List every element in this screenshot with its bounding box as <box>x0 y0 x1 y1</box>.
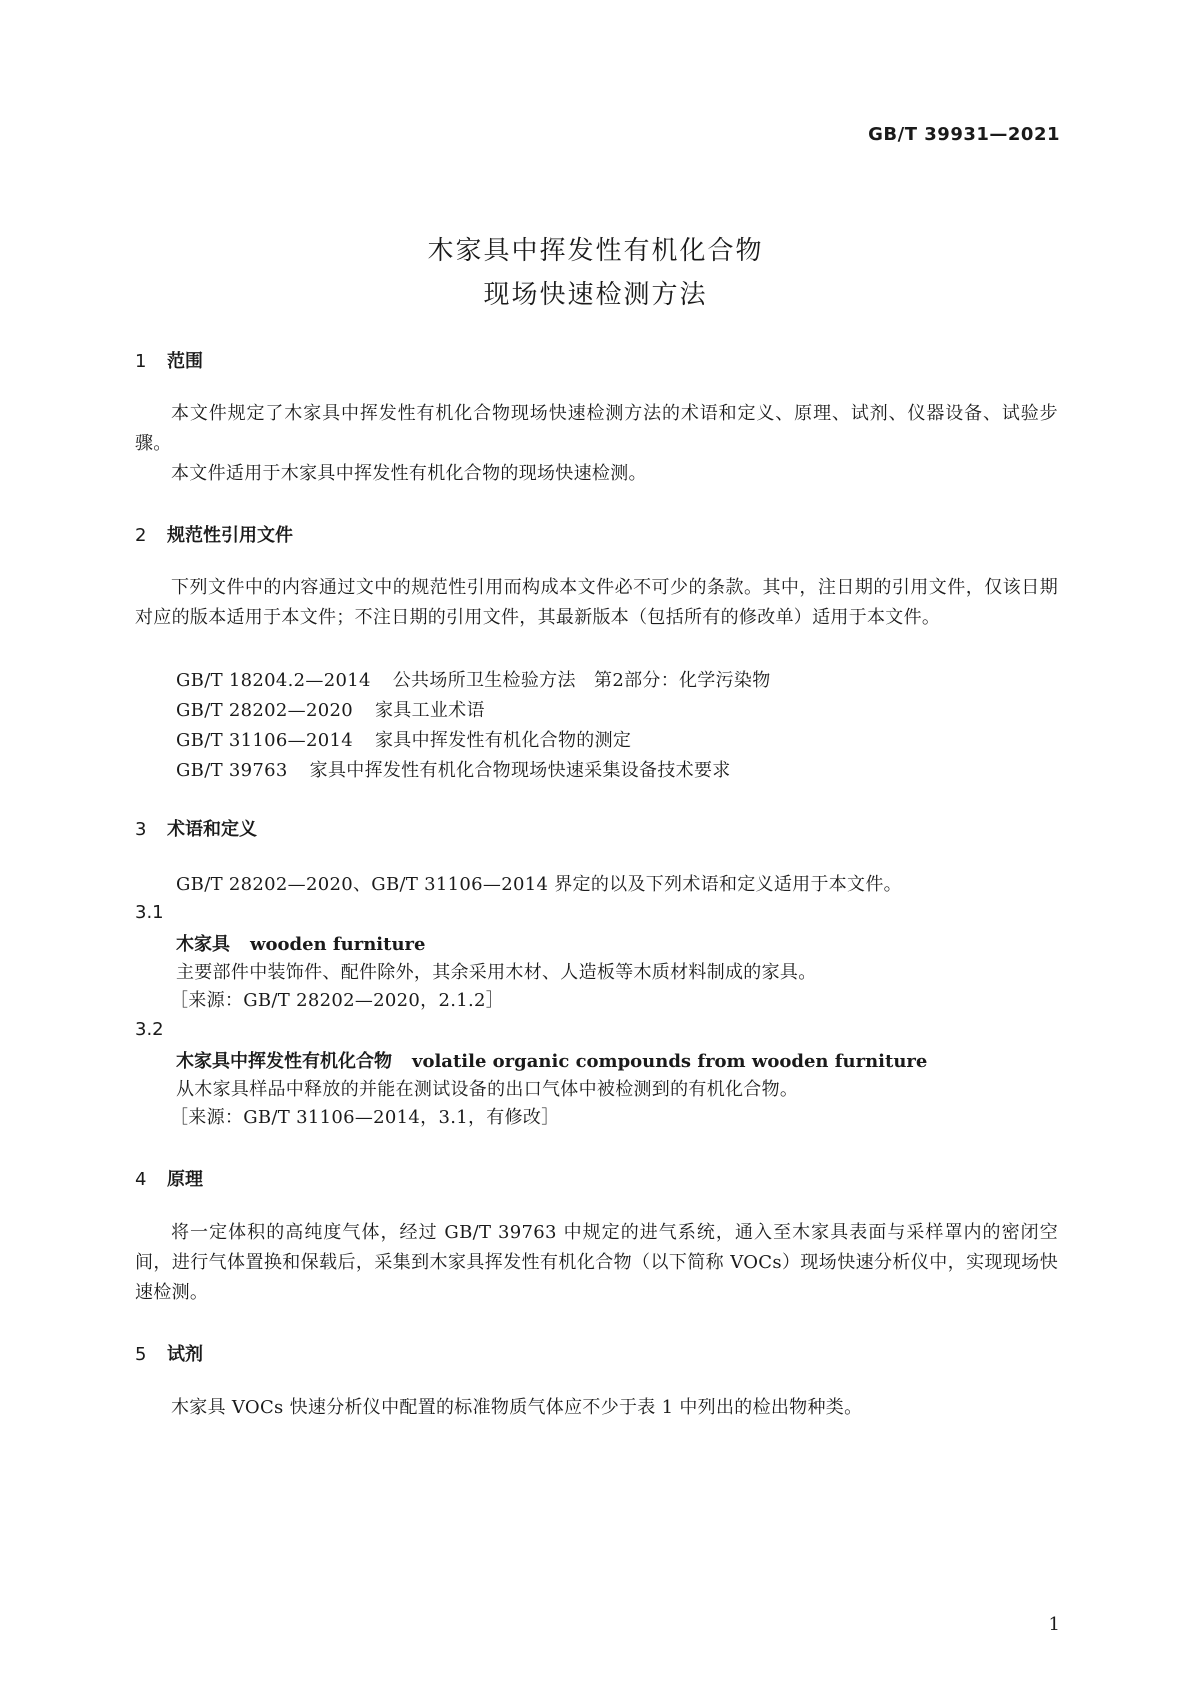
term-english: wooden furniture <box>250 934 426 955</box>
term-source: ［来源：GB/T 31106—2014，3.1，有修改］ <box>170 1107 560 1128</box>
section-2-heading <box>135 521 293 547</box>
section-number: 4 <box>135 1169 147 1190</box>
section-2-paragraph-1: 下列文件中的内容通过文中的规范性引用而构成本文件必不可少的条款。其中，注日期的引用文件，仅该日期对应的版本适用于本文件；不注日期的引用文件，其最新版本（包括所有的修改单）适用于本文件。 <box>135 577 1058 628</box>
reference-code: GB/T 28202—2020 <box>176 700 353 721</box>
term-english: volatile organic compounds from wooden furniture <box>412 1051 928 1072</box>
reference-code: GB/T 18204.2—2014 <box>176 670 371 691</box>
page-number: 1 <box>1048 1614 1060 1635</box>
section-5-paragraph-1: 木家具 VOCs 快速分析仪中配置的标准物质气体应不少于表 1 中列出的检出物种类。 <box>171 1397 863 1418</box>
section-title: 试剂 <box>167 1344 203 1365</box>
section-1-paragraph-1: 本文件规定了木家具中挥发性有机化合物现场快速检测方法的术语和定义、原理、试剂、仪器设备、试验步骤。 <box>135 403 1058 454</box>
reference-item <box>176 666 771 692</box>
section-1-paragraph-2: 本文件适用于木家具中挥发性有机化合物的现场快速检测。 <box>171 463 647 484</box>
section-number: 1 <box>135 351 147 372</box>
term-heading <box>176 1047 927 1073</box>
reference-title: 家具中挥发性有机化合物现场快速采集设备技术要求 <box>309 760 731 781</box>
standard-number: GB/T 39931—2021 <box>868 124 1060 145</box>
reference-title: 家具中挥发性有机化合物的测定 <box>374 730 632 751</box>
section-title: 规范性引用文件 <box>167 525 293 546</box>
reference-item <box>176 696 485 722</box>
reference-title: 家具工业术语 <box>374 700 485 721</box>
section-4-paragraph-1: 将一定体积的高纯度气体，经过 GB/T 39763 中规定的进气系统，通入至木家具表面与采样罩内的密闭空间，进行气体置换和保载后，采集到木家具挥发性有机化合物（以下简称 VOCs）现场快速分析仪中，实现现场快速检测。 <box>135 1222 1058 1303</box>
term-number: 3.1 <box>135 902 164 923</box>
reference-code: GB/T 39763 <box>176 760 288 781</box>
reference-code: GB/T 31106—2014 <box>176 730 353 751</box>
section-number: 3 <box>135 819 147 840</box>
section-number: 2 <box>135 525 147 546</box>
section-3-heading <box>135 815 257 841</box>
term-source: ［来源：GB/T 28202—2020，2.1.2］ <box>170 990 505 1011</box>
reference-item <box>176 726 631 752</box>
section-1-heading <box>135 347 203 373</box>
term-chinese: 木家具 <box>176 934 230 955</box>
section-title: 范围 <box>167 351 203 372</box>
section-number: 5 <box>135 1344 147 1365</box>
term-definition: 主要部件中装饰件、配件除外，其余采用木材、人造板等木质材料制成的家具。 <box>176 962 817 983</box>
section-title: 术语和定义 <box>167 819 257 840</box>
term-heading <box>176 930 425 956</box>
reference-title: 公共场所卫生检验方法 第2部分：化学污染物 <box>392 670 771 691</box>
reference-item <box>176 756 731 782</box>
document-title-line-1: 木家具中挥发性有机化合物 <box>427 236 764 266</box>
document-title-line-2: 现场快速检测方法 <box>483 280 708 310</box>
section-3-intro: GB/T 28202—2020、GB/T 31106—2014 界定的以及下列术语和定义适用于本文件。 <box>176 874 902 895</box>
term-number: 3.2 <box>135 1019 164 1040</box>
term-definition: 从木家具样品中释放的并能在测试设备的出口气体中被检测到的有机化合物。 <box>176 1079 799 1100</box>
section-title: 原理 <box>167 1169 203 1190</box>
term-chinese: 木家具中挥发性有机化合物 <box>176 1051 392 1072</box>
section-5-heading <box>135 1340 203 1366</box>
section-4-heading <box>135 1165 203 1191</box>
